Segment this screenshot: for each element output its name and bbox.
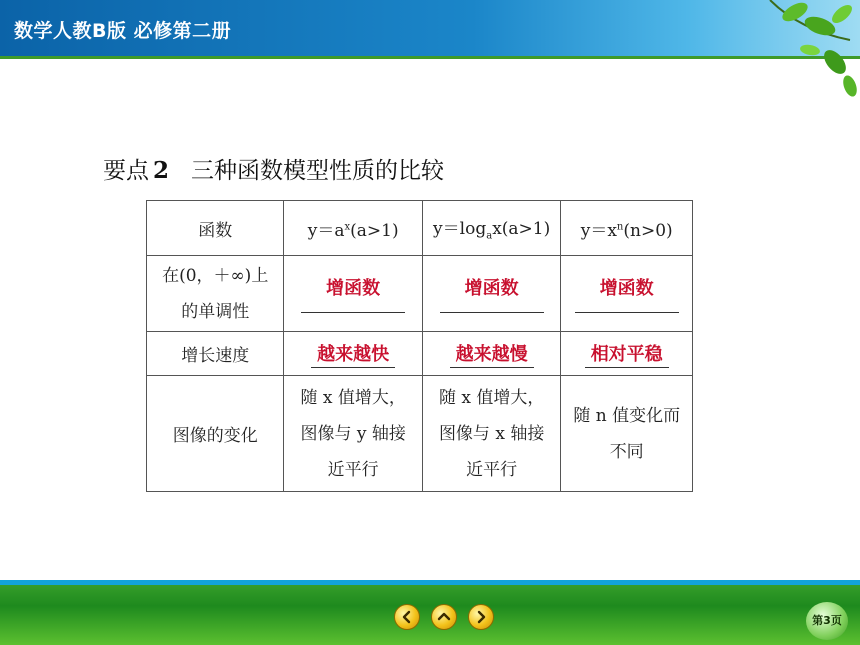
header-cell-function: 函数 [147, 201, 284, 256]
answer-cell: 越来越快 [284, 332, 422, 376]
leaves-decoration [710, 0, 860, 110]
page-number-badge: 第3页 [806, 602, 848, 640]
table-row [147, 332, 693, 376]
answer-cell: 增函数 [561, 256, 693, 332]
footer-bar [0, 580, 860, 645]
header-cell-power: $y=x^n(n>0)$ [561, 201, 693, 256]
answer-underline [440, 304, 544, 313]
answer-underline [575, 304, 679, 313]
answer-underline [301, 304, 405, 313]
chevron-up-icon [437, 610, 451, 624]
answer-cell: 越来越慢 [422, 332, 560, 376]
table-row [147, 256, 693, 332]
section-label: 要点 [103, 158, 149, 184]
course-title: 数学人教B版 必修第二册 [14, 20, 232, 42]
comparison-table [146, 200, 693, 492]
table-cell: 随 x 值增大， 图像与 x 轴接 近平行 [422, 376, 560, 492]
chevron-left-icon [400, 610, 414, 624]
section-heading [103, 152, 444, 185]
section-number: 2 [153, 157, 170, 184]
header-cell-logarithmic: $y=\log_ax(a>1)$ [422, 201, 560, 256]
footer-band [0, 580, 860, 585]
table-header-row [147, 201, 693, 256]
answer-cell: 增函数 [422, 256, 560, 332]
answer-cell: 相对平稳 [561, 332, 693, 376]
prev-page-button[interactable] [394, 604, 420, 630]
table-row [147, 376, 693, 492]
header-cell-exponential: $y=a^x(a>1)$ [284, 201, 422, 256]
chevron-right-icon [474, 610, 488, 624]
section-title-text: 三种函数模型性质的比较 [191, 158, 445, 184]
table-cell: 随 n 值变化而 不同 [561, 376, 693, 492]
row-label-graph-change: 图像的变化 [147, 376, 284, 492]
next-page-button[interactable] [468, 604, 494, 630]
table-cell: 随 x 值增大， 图像与 y 轴接 近平行 [284, 376, 422, 492]
row-label-growth: 增长速度 [147, 332, 284, 376]
up-button[interactable] [431, 604, 457, 630]
row-label-monotonicity: 在(0，＋∞)上 的单调性 [147, 256, 284, 332]
answer-cell: 增函数 [284, 256, 422, 332]
